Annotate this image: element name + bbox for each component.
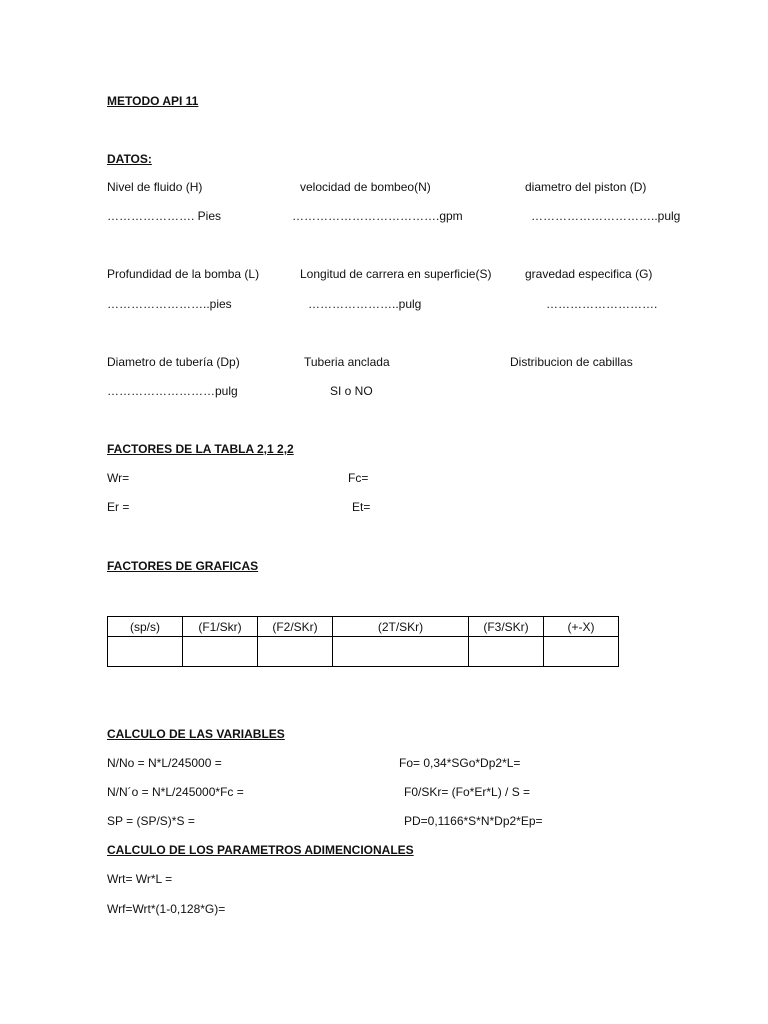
formula-wrf: Wrf=Wrt*(1-0,128*G)=: [107, 902, 226, 916]
calculo-variables-heading: CALCULO DE LAS VARIABLES: [107, 727, 285, 741]
value-velocidad-bombeo: ……………………………….gpm: [292, 209, 463, 223]
formula-n-no-prime: N/N´o = N*L/245000*Fc =: [107, 785, 244, 799]
table-header-cell: (F1/Skr): [183, 617, 258, 637]
fc-label: Fc=: [348, 471, 369, 485]
label-diametro-piston: diametro del piston (D): [525, 180, 647, 194]
formula-sp: SP = (SP/S)*S =: [107, 814, 195, 828]
factores-graficas-heading: FACTORES DE GRAFICAS: [107, 559, 259, 573]
label-tuberia-anclada: Tuberia anclada: [304, 355, 390, 369]
table-cell: [183, 637, 258, 667]
formula-n-no: N/No = N*L/245000 =: [107, 756, 222, 770]
formula-pd: PD=0,1166*S*N*Dp2*Ep=: [404, 814, 543, 828]
wr-label: Wr=: [107, 471, 130, 485]
value-profundidad-bomba: ……………………..pies: [107, 297, 232, 311]
value-longitud-carrera: …………………..pulg: [308, 297, 422, 311]
table-cell: [108, 637, 183, 667]
table-row: [108, 637, 619, 667]
value-diametro-tuberia: ………………………pulg: [107, 384, 238, 398]
formula-wrt: Wrt= Wr*L =: [107, 872, 173, 886]
value-tuberia-anclada: SI o NO: [330, 384, 373, 398]
label-gravedad-especifica: gravedad especifica (G): [525, 267, 653, 281]
table-header-cell: (F3/SKr): [469, 617, 544, 637]
label-velocidad-bombeo: velocidad de bombeo(N): [300, 180, 431, 194]
label-profundidad-bomba: Profundidad de la bomba (L): [107, 267, 260, 281]
er-label: Er =: [107, 500, 130, 514]
value-gravedad-especifica: ……………………….: [546, 297, 658, 311]
factores-graficas-table: [107, 616, 619, 667]
formula-fo: Fo= 0,34*SGo*Dp2*L=: [399, 756, 521, 770]
formula-f0-skr: F0/SKr= (Fo*Er*L) / S =: [404, 785, 531, 799]
calculo-parametros-heading: CALCULO DE LOS PARAMETROS ADIMENCIONALES: [107, 843, 414, 857]
label-nivel-fluido: Nivel de fluido (H): [107, 180, 203, 194]
label-distribucion-cabillas: Distribucion de cabillas: [510, 355, 633, 369]
table-header-cell: (F2/SKr): [258, 617, 333, 637]
et-label: Et=: [352, 500, 371, 514]
table-header-cell: (2T/SKr): [333, 617, 469, 637]
table-cell: [469, 637, 544, 667]
datos-heading: DATOS:: [107, 152, 152, 166]
value-diametro-piston: …………………………..pulg: [531, 209, 681, 223]
table-cell: [544, 637, 619, 667]
table-header-row: [108, 617, 619, 637]
label-longitud-carrera: Longitud de carrera en superficie(S): [300, 267, 492, 281]
factores-tabla-heading: FACTORES DE LA TABLA 2,1 2,2: [107, 442, 294, 456]
label-diametro-tuberia: Diametro de tubería (Dp): [107, 355, 240, 369]
page-title: METODO API 11: [107, 94, 199, 108]
table-header-cell: (sp/s): [108, 617, 183, 637]
value-nivel-fluido: …………………. Pies: [107, 209, 222, 223]
table-cell: [258, 637, 333, 667]
table-cell: [333, 637, 469, 667]
table-header-cell: (+-X): [544, 617, 619, 637]
